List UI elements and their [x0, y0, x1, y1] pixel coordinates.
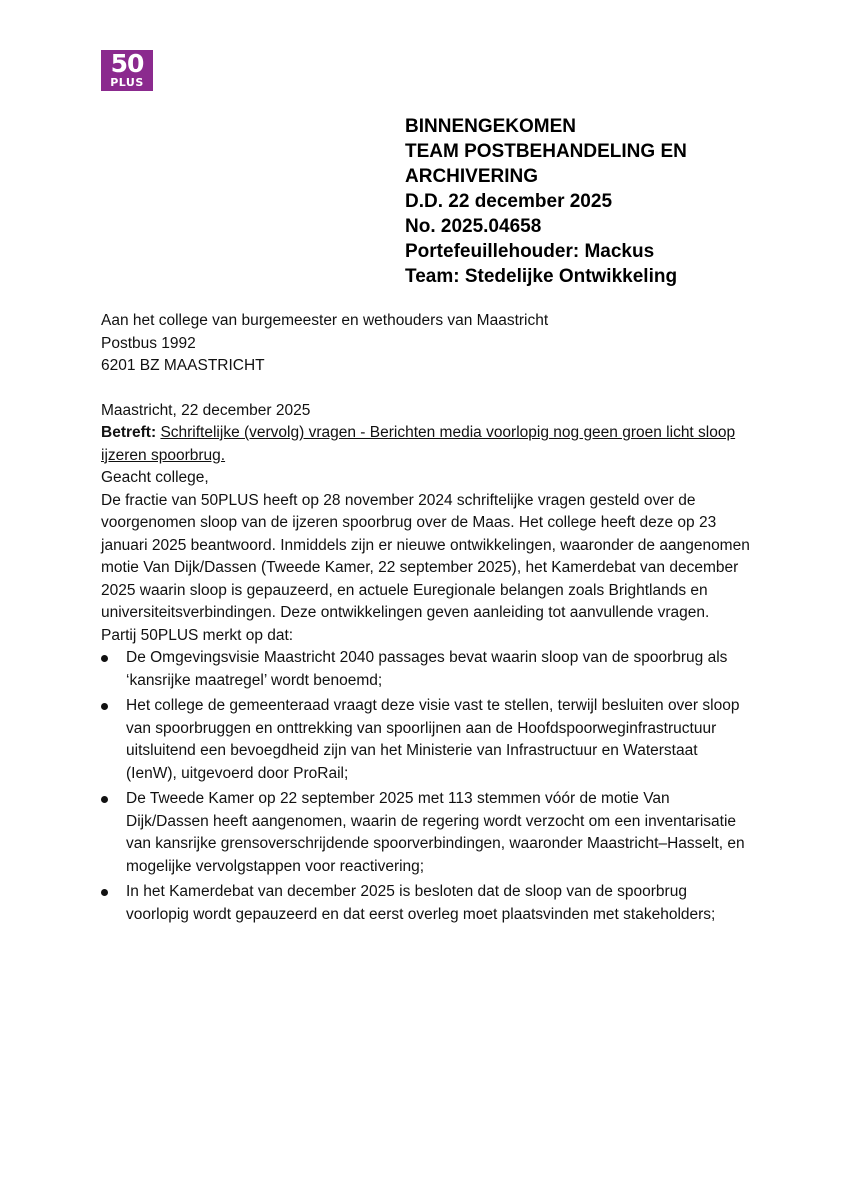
bullet-icon [101, 655, 108, 662]
address-line: 6201 BZ MAASTRICHT [101, 357, 265, 374]
recipient-address [101, 310, 751, 378]
stamp-line: D.D. 22 december 2025 [405, 191, 613, 212]
list-item [101, 695, 751, 785]
list-item-text: De Tweede Kamer op 22 september 2025 met 113 stemmen vóór de motie Van Dijk/Dassen heeft aangenomen, waarin de regering wordt verzocht om een inventarisatie van kansrijke grensoverschrijdende spoorverbindingen, waaronder Maastricht–Hasselt, en mogelijke vervolgstappen voor reactivering; [126, 790, 745, 875]
lead-line: Partij 50PLUS merkt op dat: [101, 626, 294, 644]
subject-line [101, 422, 751, 467]
stamp-line: Team: Stedelijke Ontwikkeling [405, 266, 678, 287]
list-item [101, 881, 751, 926]
party-logo [101, 50, 153, 91]
list-item [101, 788, 751, 878]
stamp-line: BINNENGEKOMEN [405, 116, 577, 137]
logo-word: PLUS [110, 76, 144, 89]
stamp-line: TEAM POSTBEHANDELING EN [405, 141, 687, 162]
received-stamp [405, 114, 825, 289]
list-item-text: Het college de gemeenteraad vraagt deze visie vast te stellen, terwijl besluiten over sloop van spoorbruggen en onttrekking van spoorlijnen aan de Hoofdspoorweginfrastructuur uitsluitend een bevoegdheid zijn van het Ministerie van Infrastructuur en Waterstaat (IenW), uitgevoerd door ProRail; [126, 697, 740, 782]
bullet-icon [101, 796, 108, 803]
letter-body [101, 310, 751, 929]
greeting: Geacht college, [101, 469, 209, 486]
logo-number: 50 [110, 49, 144, 78]
bullet-icon [101, 703, 108, 710]
intro-paragraph: De fractie van 50PLUS heeft op 28 november 2024 schriftelijke vragen gesteld over de voorgenomen sloop van de ijzeren spoorbrug over de Maas. Het college heeft deze op 23 januari 2025 beantwoord. Inmiddels zijn er nieuwe ontwikkelingen, waaronder de aangenomen motie Van Dijk/Dassen (Tweede Kamer, 22 september 2025), het Kamerdebat van december 2025 waarin sloop is gepauzeerd, en actuele Euregionale belangen zoals Brightlands en universiteitsverbindingen. Deze ontwikkelingen geven aanleiding tot aanvullende vragen. [101, 491, 750, 621]
stamp-line: Portefeuillehouder: Mackus [405, 241, 655, 262]
address-line: Postbus 1992 [101, 334, 196, 352]
bullet-icon [101, 889, 108, 896]
subject-text: Schriftelijke (vervolg) vragen - Berichten media voorlopig nog geen groen licht sloop ijzeren spoorbrug. [101, 424, 736, 464]
list-item-text: In het Kamerdebat van december 2025 is besloten dat de sloop van de spoorbrug voorlopig wordt gepauzeerd en dat eerst overleg moet plaatsvinden met stakeholders; [126, 883, 716, 923]
list-item [101, 647, 751, 692]
stamp-line: No. 2025.04658 [405, 216, 542, 237]
address-line: Aan het college van burgemeester en wethouders van Maastricht [101, 312, 549, 329]
list-item-text: De Omgevingsvisie Maastricht 2040 passages bevat waarin sloop van de spoorbrug als ‘kansrijke maatregel’ wordt benoemd; [126, 649, 728, 689]
stamp-line: ARCHIVERING [405, 166, 539, 187]
subject-label: Betreft: [101, 424, 157, 441]
date-line: Maastricht, 22 december 2025 [101, 401, 311, 419]
observation-list [101, 647, 751, 926]
